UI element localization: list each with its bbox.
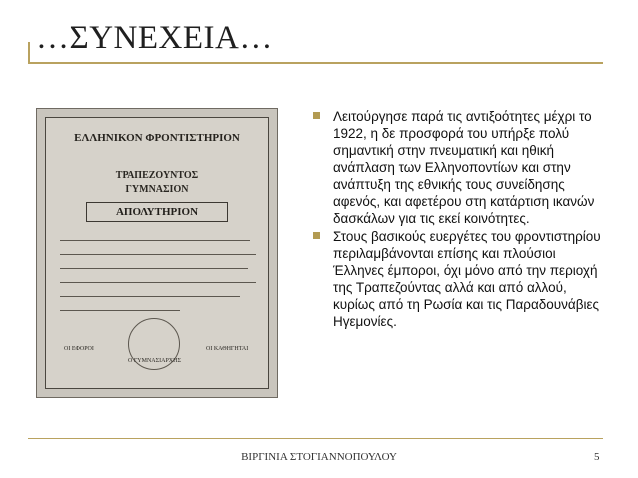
handwriting-line (60, 282, 256, 283)
diploma-banner: ΑΠΟΛΥΤΗΡΙΟΝ (86, 202, 228, 222)
bullet-text: Στους βασικούς ευεργέτες του φροντιστηρίου περιλαμβάνονται επίσης και πλούσιοι Έλληνες έμποροι, όχι μόνο από την περιοχή της Τραπεζούντας αλλά και από αλλού, κυρίως από τη Ρωσία και τις Παραδουνάβιες Ηγεμονίες. (333, 229, 601, 329)
bullet-item (313, 228, 608, 330)
handwriting-line (60, 296, 240, 297)
handwriting-line (60, 268, 248, 269)
title-rule-left (28, 42, 30, 64)
signature-label-ephors: ΟΙ ΕΦΟΡΟΙ (64, 346, 94, 352)
bullet-item (313, 108, 608, 227)
footer-author: ΒΙΡΓΙΝΙΑ ΣΤΟΓΙΑΝΝΟΠΟΥΛΟΥ (241, 451, 397, 463)
title-rule (28, 62, 603, 64)
handwriting-line (60, 240, 250, 241)
bullet-list (313, 108, 608, 331)
signature-label-headmaster: Ο ΓΥΜΝΑΣΙΑΡΧΗΣ (128, 358, 181, 364)
diploma-image (36, 108, 278, 398)
diploma-city: ΤΡΑΠΕΖΟΥΝΤΟΣ (115, 170, 199, 181)
square-bullet-icon (313, 232, 320, 239)
bullet-text: Λειτούργησε παρά τις αντιξοότητες μέχρι το 1922, η δε προσφορά του υπήρξε πολύ σημαντική στην πνευματική και ηθική ανάπλαση των Ελληνοποντίων και στην ανάπτυξη της εθνικής τους συνείδησης αφενός, και αφετέρου στη κατάρτιση ικανών δασκάλων για τις εκεί κοινότητες. (333, 109, 595, 226)
footer-rule (28, 438, 603, 439)
diploma-school: ΓΥΜΝΑΣΙΟΝ (125, 184, 189, 195)
slide-title: …ΣΥΝΕΧΕΙΑ… (36, 20, 273, 56)
square-bullet-icon (313, 112, 320, 119)
signature-label-teachers: ΟΙ ΚΑΘΗΓΗΤΑΙ (206, 346, 249, 352)
handwriting-line (60, 254, 256, 255)
diploma-frame (45, 117, 269, 389)
handwriting-line (60, 310, 180, 311)
page-number: 5 (594, 451, 600, 463)
diploma-arch-text: ΕΛΛΗΝΙΚΟΝ ΦΡΟΝΤΙΣΤΗΡΙΟΝ (74, 132, 240, 144)
